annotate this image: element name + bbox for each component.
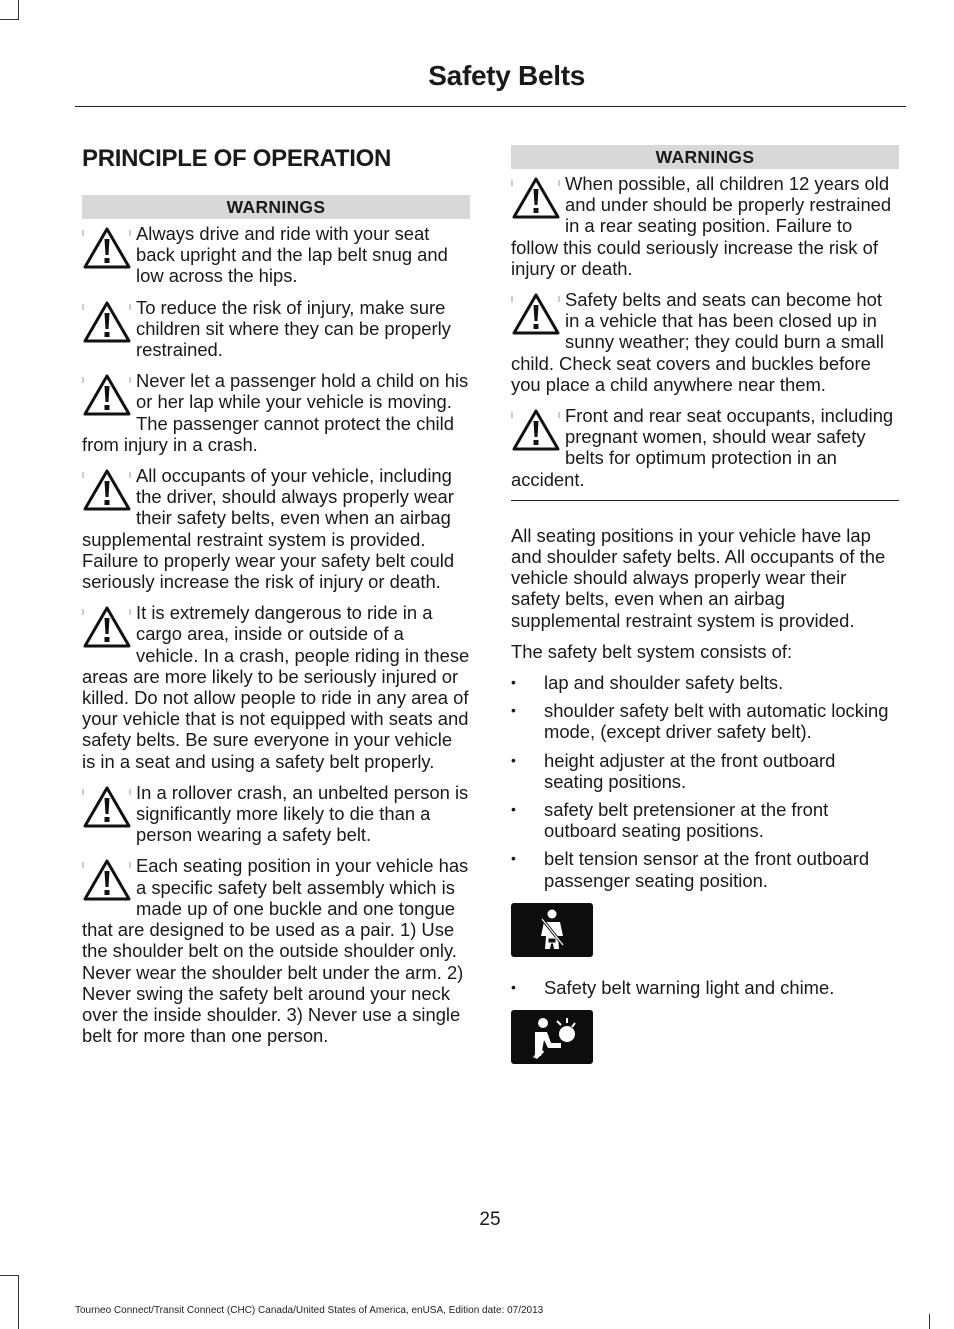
list-item: • height adjuster at the front outboard seating positions.	[511, 750, 899, 792]
list-item: • belt tension sensor at the front outboard passenger seating position.	[511, 848, 899, 890]
crop-mark	[18, 0, 19, 20]
component-list	[511, 672, 899, 891]
list-item: • Safety belt warning light and chime.	[511, 977, 899, 998]
warning-item	[82, 370, 470, 455]
left-column	[82, 145, 470, 1056]
warning-text: Safety belts and seats can become hot in a vehicle that has been closed up in sunny weather; they could burn a small child. Check seat covers and buckles before you place a child anywhere near them.	[511, 289, 884, 395]
warning-item	[82, 855, 470, 1046]
warning-list	[511, 173, 899, 490]
list-item: • shoulder safety belt with automatic locking mode, (except driver safety belt).	[511, 700, 899, 742]
warning-list	[82, 223, 470, 1046]
warning-triangle-icon	[82, 605, 132, 649]
warning-triangle-icon	[82, 373, 132, 417]
warning-text: Front and rear seat occupants, including pregnant women, should wear safety belts for optimum protection in an accident.	[511, 405, 894, 490]
warning-triangle-icon	[511, 176, 561, 220]
crop-mark	[929, 1314, 930, 1329]
crop-mark	[18, 1275, 19, 1329]
warning-text: In a rollover crash, an unbelted person is significantly more likely to die than a person wearing a safety belt.	[136, 781, 469, 846]
indicator-list	[511, 977, 899, 998]
divider	[511, 500, 899, 501]
list-item: • lap and shoulder safety belts.	[511, 672, 899, 693]
warning-triangle-icon	[511, 292, 561, 336]
seatbelt-warning-icon	[511, 903, 593, 957]
warning-item	[82, 465, 470, 592]
warning-item	[82, 297, 470, 361]
title-rule	[75, 106, 906, 107]
warning-text: Each seating position in your vehicle has a specific safety belt assembly which is made up of one buckle and one tongue that are designed to be used as a pair. 1) Use the shoulder belt on the outside shoulder only. Never wear the shoulder belt under the arm. 2) Never swing the safety belt around your neck over the inside shoulder. 3) Never use a single belt for more than one person.	[82, 855, 469, 1047]
warning-text: When possible, all children 12 years old and under should be properly restrained in a rear seating position. Failure to follow this could seriously increase the risk of injury or death.	[511, 173, 892, 279]
warning-triangle-icon	[82, 300, 132, 344]
warning-text: It is extremely dangerous to ride in a cargo area, inside or outside of a vehicle. In a crash, people riding in these areas are more likely to be seriously injured or killed. Do not allow people to ride in any area of your vehicle that is not equipped with seats and safety belts. Be sure everyone in your vehicle is in a seat and using a safety belt properly.	[82, 602, 470, 772]
crop-mark	[0, 19, 19, 20]
warnings-header: WARNINGS	[511, 145, 899, 169]
warning-item	[511, 405, 899, 490]
warning-triangle-icon	[82, 785, 132, 829]
warning-item	[511, 289, 899, 395]
consists-of-paragraph: The safety belt system consists of:	[511, 640, 793, 662]
airbag-icon	[511, 1010, 593, 1064]
warning-item	[82, 602, 470, 772]
warning-triangle-icon	[511, 408, 561, 452]
intro-paragraph: All seating positions in your vehicle have lap and shoulder safety belts. All occupants of the vehicle should always properly wear their safety belts, even when an airbag supplemental restraint system is provided.	[511, 524, 886, 631]
warning-triangle-icon	[82, 468, 132, 512]
list-item: • safety belt pretensioner at the front outboard seating positions.	[511, 799, 899, 841]
warning-triangle-icon	[82, 858, 132, 902]
warnings-header: WARNINGS	[82, 195, 470, 219]
crop-mark	[0, 1275, 19, 1276]
page-number: 25	[479, 1209, 501, 1230]
right-column	[511, 145, 899, 1064]
warning-text: Never let a passenger hold a child on his or her lap while your vehicle is moving. The passenger cannot protect the child from injury in a crash.	[82, 370, 469, 455]
footer: Tourneo Connect/Transit Connect (CHC) Canada/United States of America, enUSA, Edition date: 07/2013	[75, 1305, 544, 1316]
warning-text: To reduce the risk of injury, make sure children sit where they can be properly restrained.	[136, 296, 451, 361]
section-heading: PRINCIPLE OF OPERATION	[82, 145, 391, 172]
warning-triangle-icon	[82, 226, 132, 270]
warning-item	[511, 173, 899, 279]
page-title: Safety Belts	[428, 60, 585, 91]
warning-text: Always drive and ride with your seat back upright and the lap belt snug and low across the hips.	[136, 223, 448, 287]
warning-item	[82, 782, 470, 846]
warning-text: All occupants of your vehicle, including the driver, should always properly wear their safety belts, even when an airbag supplemental restraint system is provided. Failure to properly wear your safety belt could seriously increase the risk of injury or death.	[82, 465, 455, 593]
warning-item	[82, 223, 470, 287]
